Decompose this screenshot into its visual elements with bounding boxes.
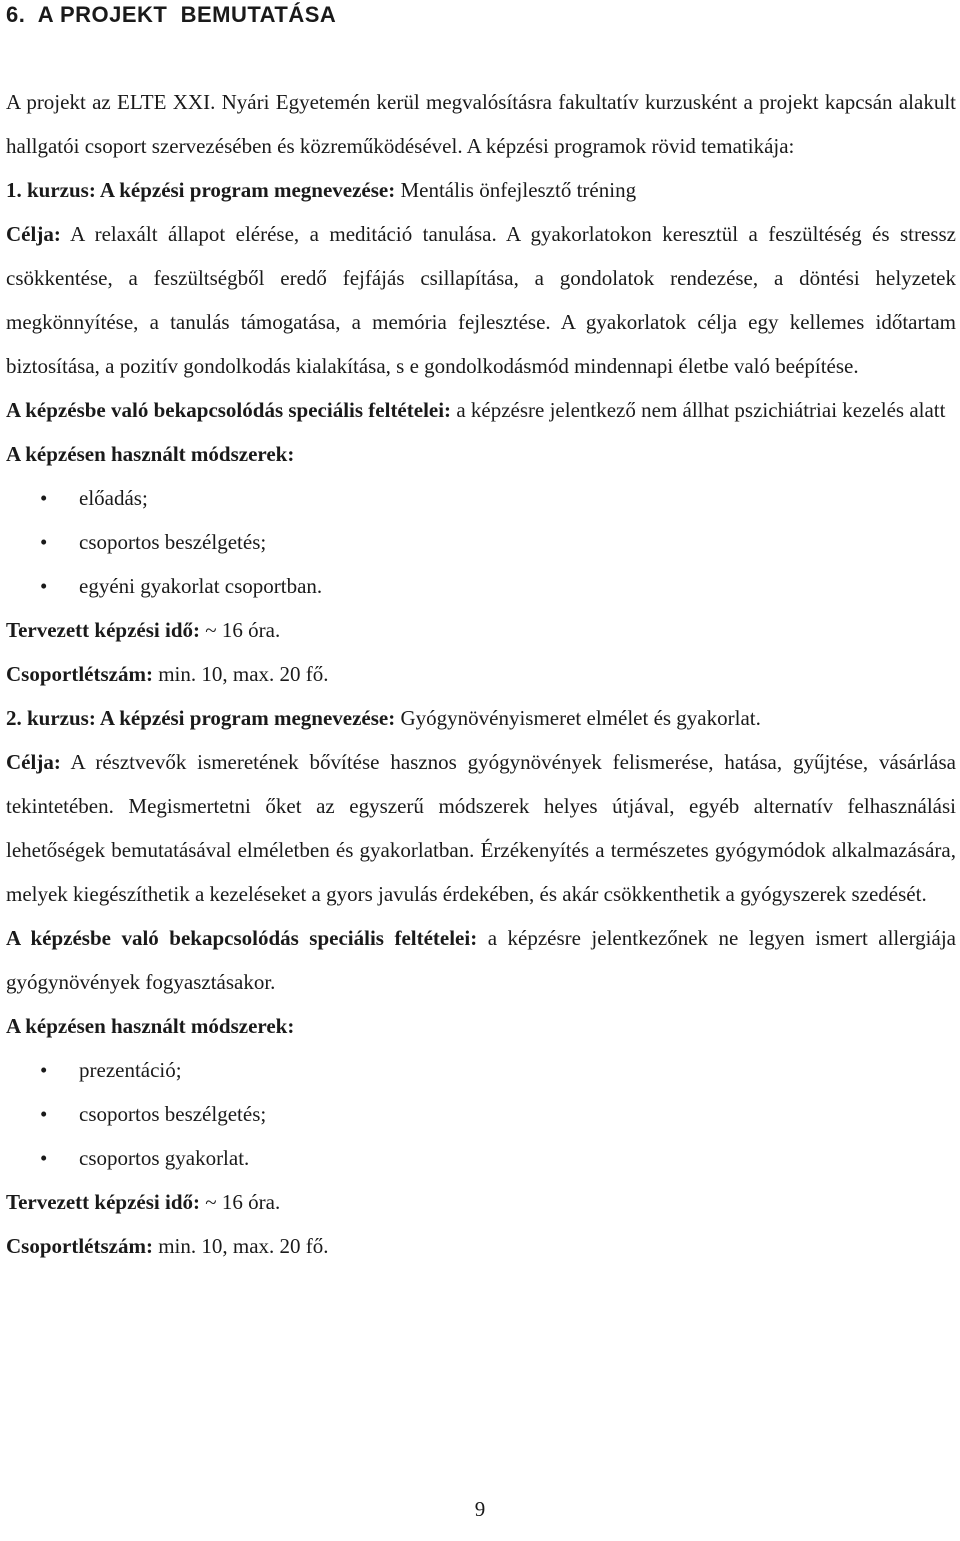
course-1-methods-list: [6, 476, 956, 608]
list-item: [6, 520, 956, 564]
course-2-goal-label: Célja:: [6, 750, 61, 774]
list-item: [6, 564, 956, 608]
course-1-group-label: Csoportlétszám:: [6, 662, 153, 686]
list-item: [6, 1136, 956, 1180]
method-text: csoportos gyakorlat.: [79, 1146, 250, 1170]
course-1-title: [6, 168, 956, 212]
course-1-methods-heading: A képzésen használt módszerek:: [6, 442, 295, 466]
course-2-group-size: [6, 1224, 956, 1268]
course-2-title: [6, 696, 956, 740]
course-1-conditions: [6, 388, 956, 432]
course-1-title-value: Mentális önfejlesztő tréning: [395, 178, 637, 202]
course-1-goal: [6, 212, 956, 388]
bullet-icon: •: [40, 530, 48, 554]
method-text: előadás;: [79, 486, 148, 510]
bullet-icon: •: [40, 1146, 48, 1170]
course-2-duration-value: ~ 16 óra.: [200, 1190, 281, 1214]
page-number: 9: [474, 1497, 486, 1521]
bullet-icon: •: [40, 486, 48, 510]
course-2-group-label: Csoportlétszám:: [6, 1234, 153, 1258]
intro-paragraph: A projekt az ELTE XXI. Nyári Egyetemén kerül megvalósításra fakultatív kurzusként a projekt kapcsán alakult hallgatói csoport szervezésében és közreműködésével. A képzési programok rövid tematikája:: [6, 90, 956, 158]
section-heading: 6. A PROJEKT BEMUTATÁSA: [6, 2, 337, 27]
course-2-conditions-label: A képzésbe való bekapcsolódás speciális feltételei:: [6, 926, 478, 950]
method-text: csoportos beszélgetés;: [79, 530, 267, 554]
course-2-methods-heading: A képzésen használt módszerek:: [6, 1014, 295, 1038]
list-item: [6, 1092, 956, 1136]
bullet-icon: •: [40, 1102, 48, 1126]
course-2-conditions-text: a képzésre jelentkezőnek ne legyen ismert allergiája gyógynövények fogyasztásakor.: [6, 926, 956, 994]
course-2-group-value: min. 10, max. 20 fő.: [152, 1234, 329, 1258]
course-2-duration: [6, 1180, 956, 1224]
course-1-conditions-text: a képzésre jelentkező nem állhat pszichiátriai kezelés alatt: [451, 398, 946, 422]
course-1-goal-text: A relaxált állapot elérése, a meditáció tanulása. A gyakorlatokon keresztül a feszültéség és stressz csökkentése, a feszültségből eredő fejfájás csillapítása, a gondolatok rendezése, a döntési helyzetek megkönnyítése, a tanulás támogatása, a memória fejlesztése. A gyakorlatok célja egy kellemes időtartam biztosítása, a pozitív gondolkodás kialakítása, s e gondolkodásmód mindennapi életbe való beépítése.: [6, 222, 956, 378]
method-text: csoportos beszélgetés;: [79, 1102, 267, 1126]
course-2-methods-list: [6, 1048, 956, 1180]
course-1-duration-label: Tervezett képzési idő:: [6, 618, 201, 642]
list-item: [6, 476, 956, 520]
method-text: prezentáció;: [79, 1058, 182, 1082]
course-1-duration-value: ~ 16 óra.: [200, 618, 281, 642]
bullet-icon: •: [40, 1058, 48, 1082]
course-1-group-value: min. 10, max. 20 fő.: [152, 662, 329, 686]
document-body: [6, 80, 956, 1268]
course-1-title-label: 1. kurzus: A képzési program megnevezése:: [6, 178, 396, 202]
method-text: egyéni gyakorlat csoportban.: [79, 574, 323, 598]
course-1-conditions-label: A képzésbe való bekapcsolódás speciális feltételei:: [6, 398, 452, 422]
course-2-conditions: [6, 916, 956, 1004]
list-item: [6, 1048, 956, 1092]
course-2-title-label: 2. kurzus: A képzési program megnevezése:: [6, 706, 396, 730]
course-2-duration-label: Tervezett képzési idő:: [6, 1190, 201, 1214]
course-1-duration: [6, 608, 956, 652]
course-2-goal: [6, 740, 956, 916]
bullet-icon: •: [40, 574, 48, 598]
course-2-goal-text: A résztvevők ismeretének bővítése hasznos gyógynövények felismerése, hatása, gyűjtése, vásárlása tekintetében. Megismertetni őket az egyszerű módszerek helyes útjával, egyéb alternatív felhasználási lehetőségek bemutatásával elméletben és gyakorlatban. Érzékenyítés a természetes gyógymódok alkalmazására, melyek kiegészíthetik a kezeléseket a gyors javulás érdekében, és akár csökkenthetik a gyógyszerek szedését.: [6, 750, 956, 906]
course-1-goal-label: Célja:: [6, 222, 61, 246]
course-2-title-value: Gyógynövényismeret elmélet és gyakorlat.: [395, 706, 761, 730]
course-1-group-size: [6, 652, 956, 696]
